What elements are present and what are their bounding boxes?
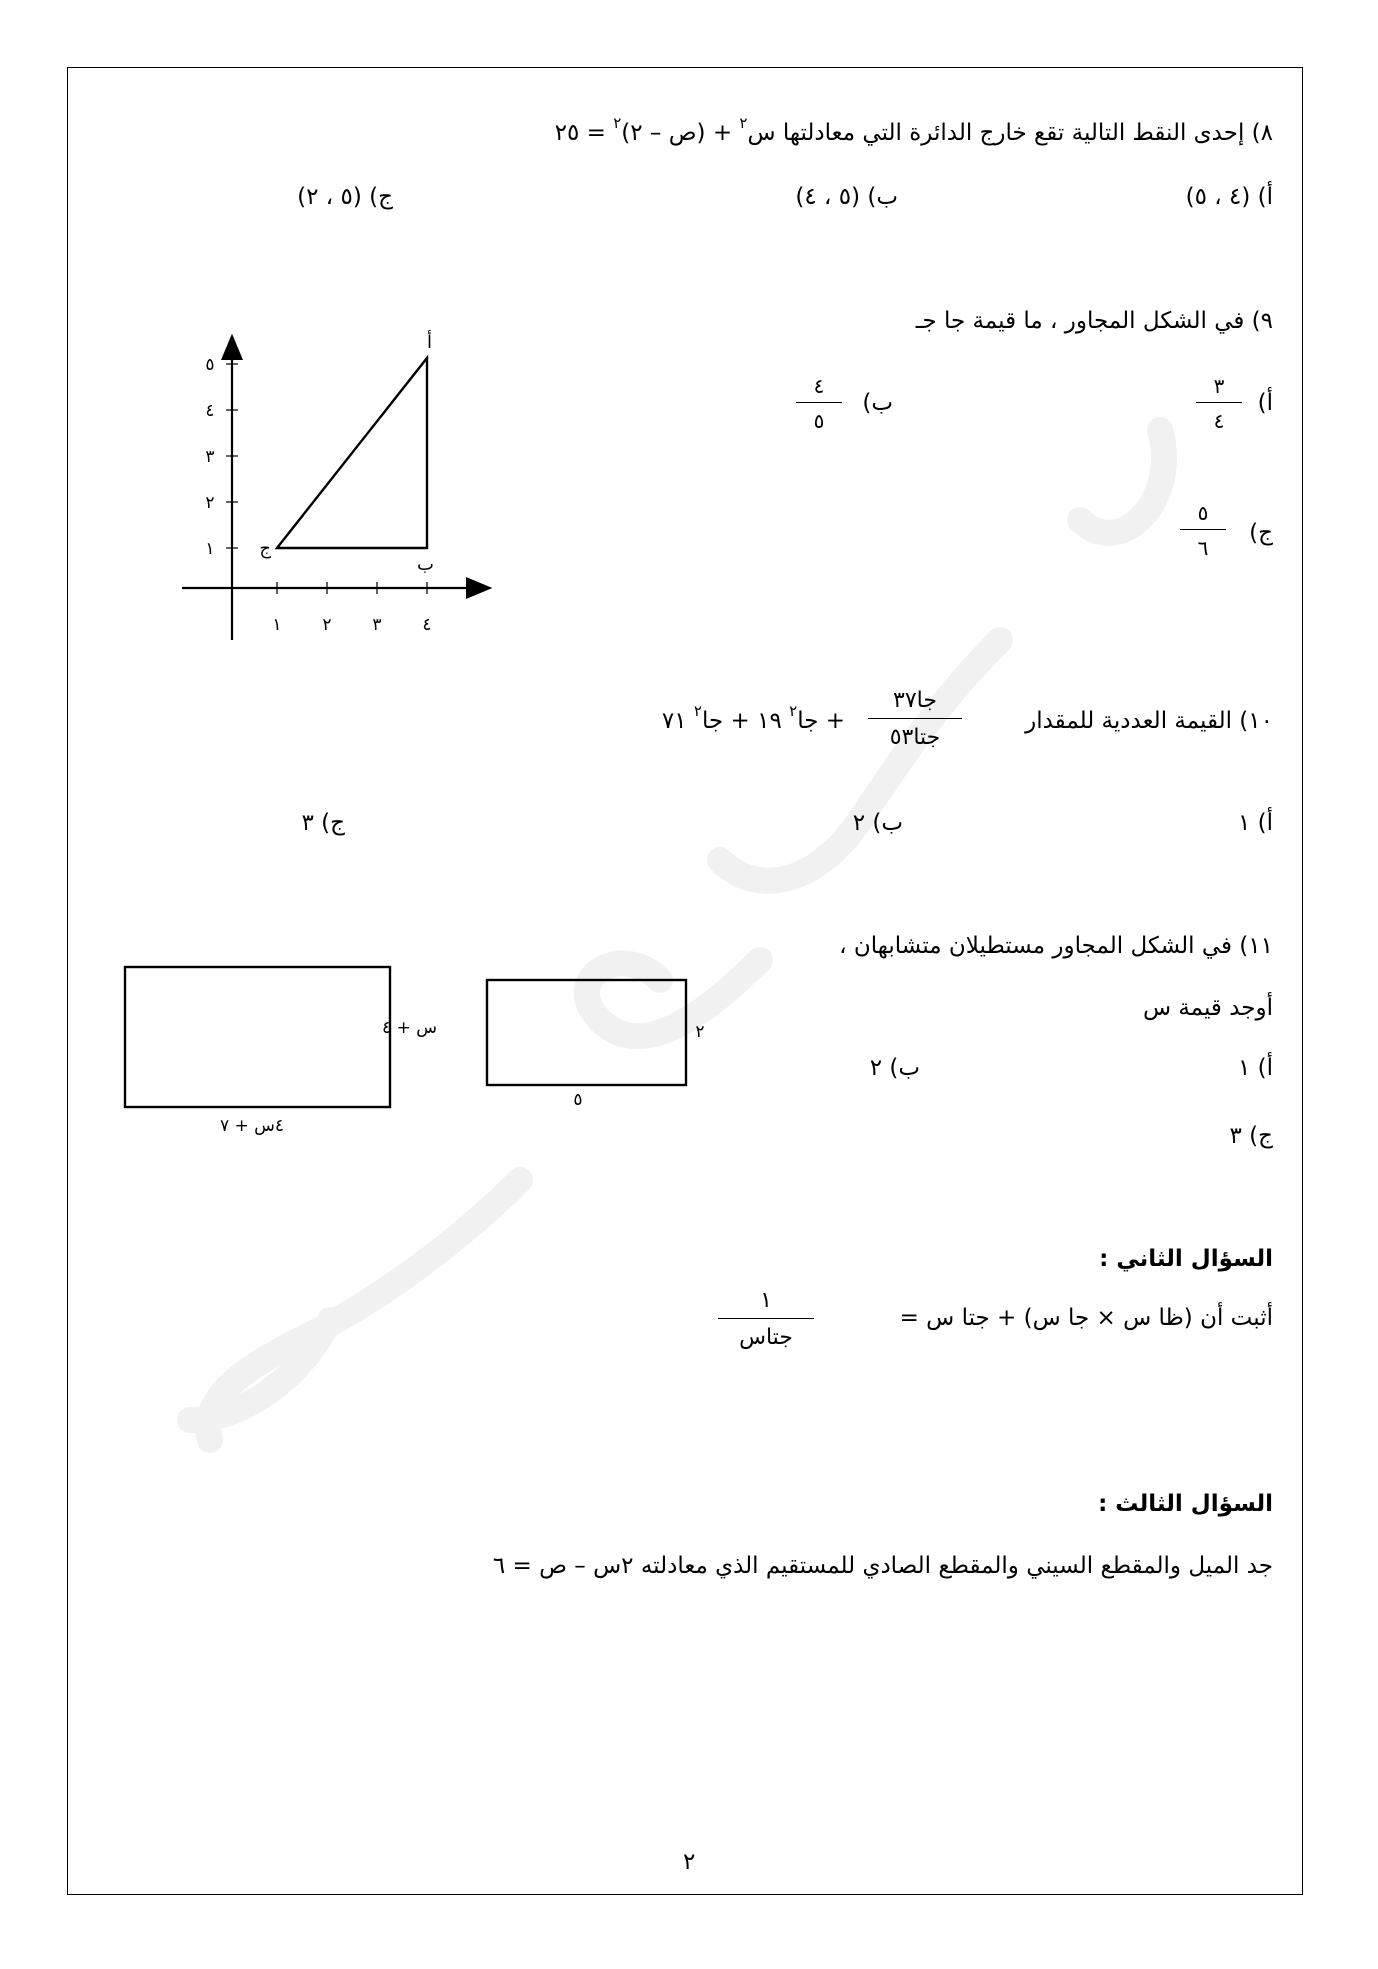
q10-exponent-1: ٢: [789, 702, 798, 721]
small-rectangle-bottom-label: ٥: [573, 1090, 583, 1110]
vertex-label-a: أ: [426, 332, 432, 353]
q9-option-a-label[interactable]: أ): [1257, 390, 1273, 416]
q8-exponent-1: ٢: [739, 114, 748, 133]
q10-option-b[interactable]: ب) ٢: [852, 810, 903, 836]
fraction-bar: [718, 1318, 814, 1319]
q8-text: ٨) إحدى النقط التالية تقع خارج الدائرة التي معادلتها س: [747, 120, 1273, 146]
x-tick-label: ٤: [422, 615, 432, 635]
q9-option-b-label[interactable]: ب): [862, 390, 893, 416]
q8-exponent-2: ٢: [613, 114, 622, 133]
q9-c-numerator: ٥: [1197, 501, 1209, 525]
q10-tail-part1: + جا: [797, 708, 845, 734]
q10-fraction: [868, 690, 962, 749]
large-rectangle-bottom-label: ٤س + ٧: [219, 1116, 285, 1136]
q10-numerator: جا٣٧: [893, 688, 937, 713]
page-number: ٢: [683, 1849, 696, 1875]
triangle: [277, 358, 427, 548]
q8-mid: + (ص – ٢): [621, 120, 740, 146]
q9-option-c-fraction: [1180, 503, 1226, 558]
vertex-label-b: ب: [417, 554, 434, 575]
large-rectangle: [125, 967, 390, 1107]
q9-prompt: ٩) في الشكل المجاور ، ما قيمة جا جـ: [915, 308, 1273, 334]
q9-option-c-label[interactable]: ج): [1249, 520, 1273, 546]
vertex-label-c: ج: [259, 538, 271, 559]
q8-option-a[interactable]: أ) (٤ ، ٥): [1185, 184, 1273, 210]
second-question-statement: أثبت أن (ظا س × جا س) + جتا س =: [899, 1305, 1273, 1331]
x-tick-label: ٢: [322, 615, 332, 635]
q10-tail-part2: ١٩ + جا: [701, 708, 790, 734]
y-tick-label: ٥: [205, 355, 215, 375]
third-question-title: السؤال الثالث :: [1098, 1491, 1273, 1517]
q9-b-numerator: ٤: [813, 374, 825, 398]
q10-tail: [661, 702, 845, 734]
q9-option-a-fraction: [1196, 376, 1242, 431]
second-question-fraction: [718, 1290, 814, 1349]
x-tick-label: ١: [272, 615, 282, 635]
y-tick-label: ٣: [205, 447, 215, 467]
q11-option-b[interactable]: ب) ٢: [869, 1055, 920, 1081]
second-question-title: السؤال الثاني :: [1099, 1246, 1273, 1272]
q9-a-denominator: ٤: [1213, 409, 1225, 433]
q11-option-a[interactable]: أ) ١: [1237, 1055, 1273, 1081]
q8-option-c[interactable]: ج) (٥ ، ٢): [297, 184, 393, 210]
q11-rectangles-figure: [110, 955, 710, 1155]
second-question-numerator: ١: [760, 1288, 772, 1313]
q11-subprompt: أوجد قيمة س: [1142, 995, 1273, 1021]
fraction-bar: [1180, 529, 1226, 530]
q10-option-a[interactable]: أ) ١: [1237, 810, 1273, 836]
x-tick-label: ٣: [372, 615, 382, 635]
q9-c-denominator: ٦: [1197, 536, 1209, 560]
third-question-statement: جد الميل والمقطع السيني والمقطع الصادي للمستقيم الذي معادلته ٢س – ص = ٦: [492, 1553, 1273, 1579]
q9-a-numerator: ٣: [1213, 374, 1225, 398]
q8-rhs: = ٢٥: [554, 120, 614, 146]
y-tick-label: ٢: [205, 493, 215, 513]
q10-denominator: جتا٥٣: [889, 725, 941, 750]
q8-option-b[interactable]: ب) (٥ ، ٤): [795, 184, 898, 210]
q9-option-b-fraction: [796, 376, 842, 431]
fraction-bar: [1196, 402, 1242, 403]
fraction-bar: [868, 718, 962, 719]
small-rectangle-side-label: ٢: [695, 1022, 705, 1042]
q10-option-c[interactable]: ج) ٣: [301, 810, 345, 836]
q9-triangle-figure: [170, 330, 500, 650]
q9-b-denominator: ٥: [813, 409, 825, 433]
large-rectangle-side-label: س + ٤: [382, 1018, 437, 1038]
q11-option-c[interactable]: ج) ٣: [1229, 1123, 1273, 1149]
y-tick-label: ١: [205, 539, 215, 559]
y-tick-label: ٤: [205, 401, 215, 421]
small-rectangle: [487, 980, 686, 1085]
q10-exponent-2: ٢: [693, 702, 702, 721]
second-question-denominator: جتاس: [739, 1325, 793, 1350]
q10-prompt: ١٠) القيمة العددية للمقدار: [1025, 708, 1273, 734]
q8-prompt: [554, 114, 1273, 146]
q10-tail-part3: ٧١: [661, 708, 694, 734]
q11-prompt: ١١) في الشكل المجاور مستطيلان متشابهان ،: [839, 933, 1273, 959]
fraction-bar: [796, 402, 842, 403]
